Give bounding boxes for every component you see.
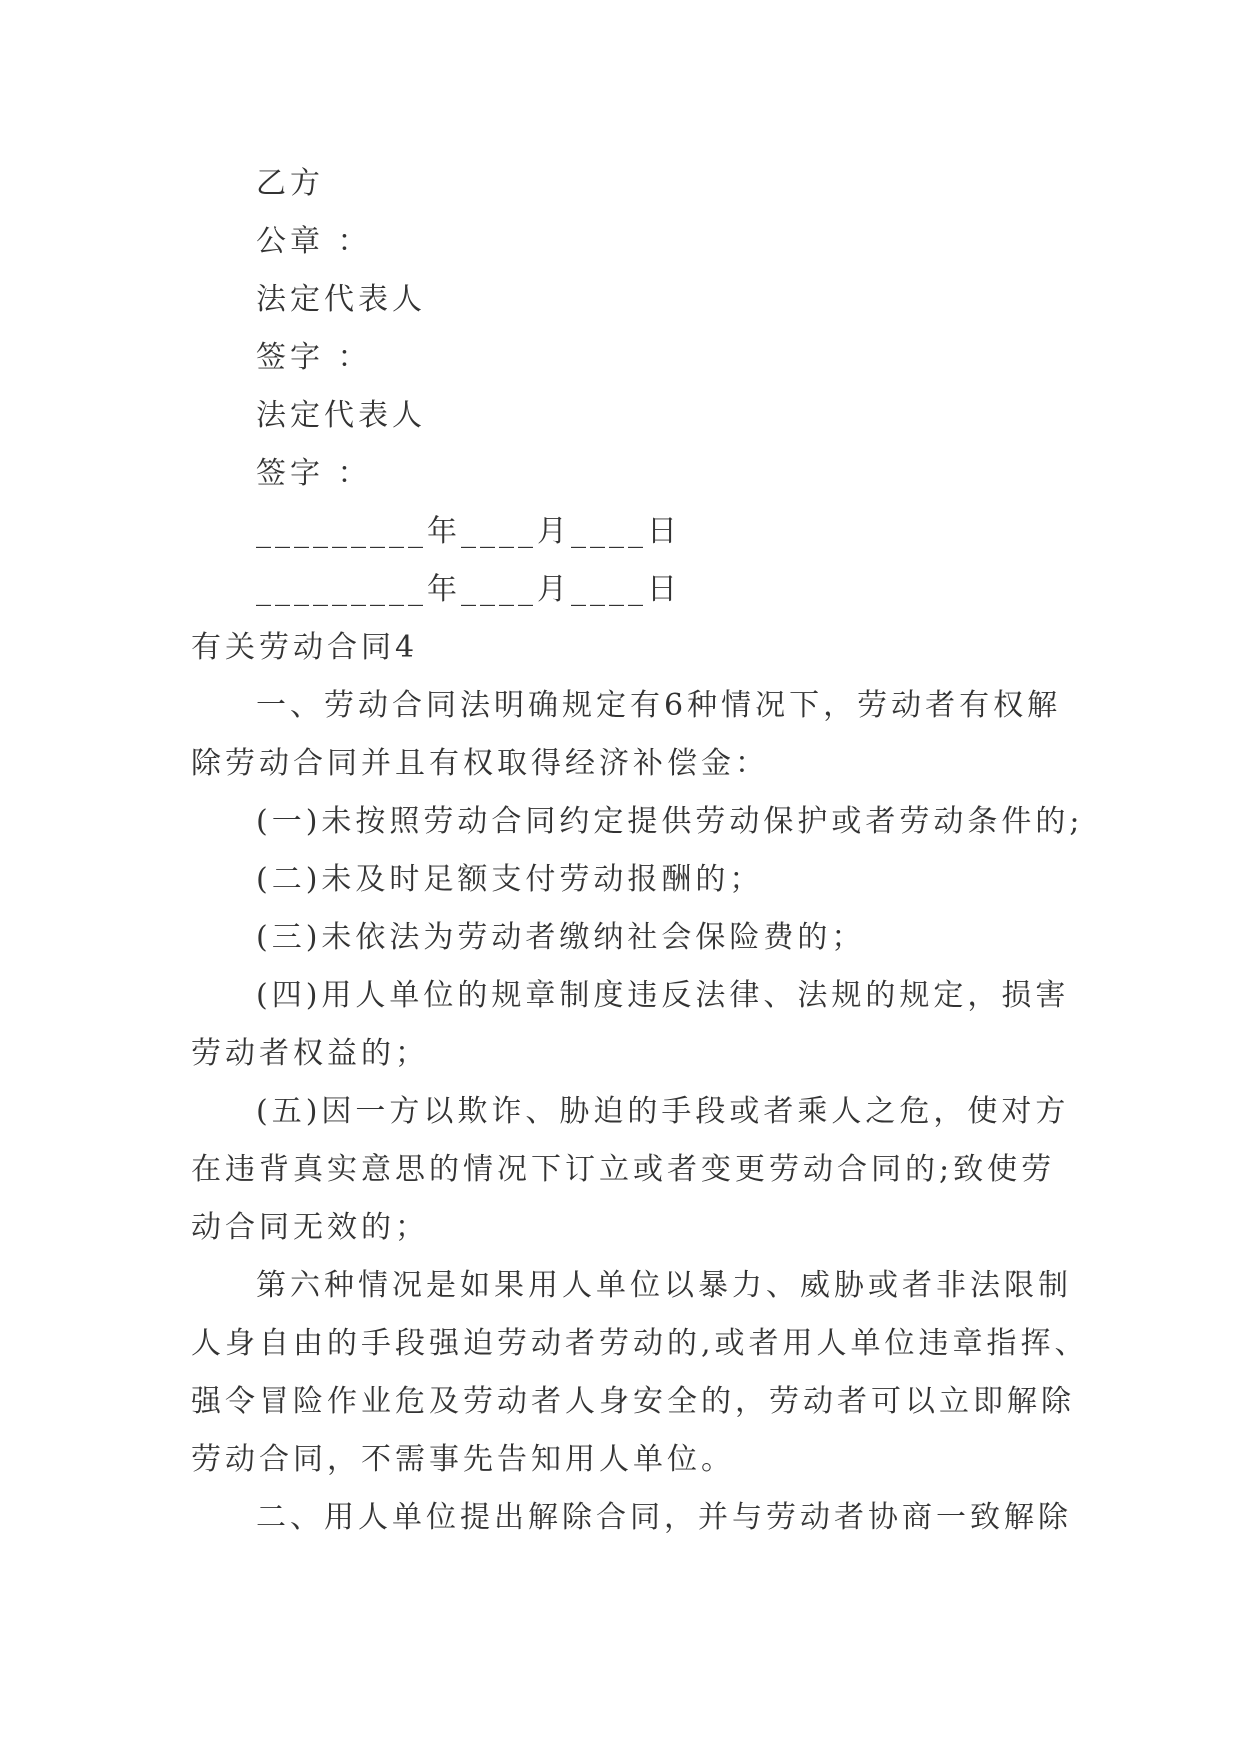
paragraph-line: 动合同无效的； <box>191 1210 429 1245</box>
section-title: 有关劳动合同4 <box>191 630 419 665</box>
party-b-label: 乙方 <box>256 166 324 201</box>
date-line: _________年____月____日 <box>256 572 681 607</box>
legal-rep-label: 法定代表人 <box>256 398 426 433</box>
legal-rep-label: 法定代表人 <box>256 282 426 317</box>
paragraph-line: 强令冒险作业危及劳动者人身安全的，劳动者可以立即解除 <box>191 1384 1075 1419</box>
paragraph-line: 劳动者权益的； <box>191 1036 429 1071</box>
paragraph-line: 一、劳动合同法明确规定有6种情况下，劳动者有权解 <box>256 688 1062 723</box>
paragraph-line: (四)用人单位的规章制度违反法律、法规的规定，损害 <box>256 978 1070 1013</box>
paragraph-line: 除劳动合同并且有权取得经济补偿金： <box>191 746 769 781</box>
signature-label: 签字 ： <box>256 340 372 375</box>
paragraph-line: (二)未及时足额支付劳动报酬的； <box>256 862 764 897</box>
paragraph-line: 第六种情况是如果用人单位以暴力、威胁或者非法限制 <box>256 1268 1072 1303</box>
signature-label: 签字 ： <box>256 456 372 491</box>
paragraph-line: 在违背真实意思的情况下订立或者变更劳动合同的;致使劳 <box>191 1152 1056 1187</box>
paragraph-line: 二、用人单位提出解除合同，并与劳动者协商一致解除 <box>256 1500 1072 1535</box>
seal-label: 公章 ： <box>256 224 372 259</box>
paragraph-line: (三)未依法为劳动者缴纳社会保险费的； <box>256 920 866 955</box>
paragraph-line: 劳动合同，不需事先告知用人单位。 <box>191 1442 735 1477</box>
date-line: _________年____月____日 <box>256 514 681 549</box>
paragraph-line: 人身自由的手段强迫劳动者劳动的,或者用人单位违章指挥、 <box>191 1326 1089 1361</box>
paragraph-line: (五)因一方以欺诈、胁迫的手段或者乘人之危，使对方 <box>256 1094 1070 1129</box>
paragraph-line: (一)未按照劳动合同约定提供劳动保护或者劳动条件的; <box>256 804 1084 839</box>
